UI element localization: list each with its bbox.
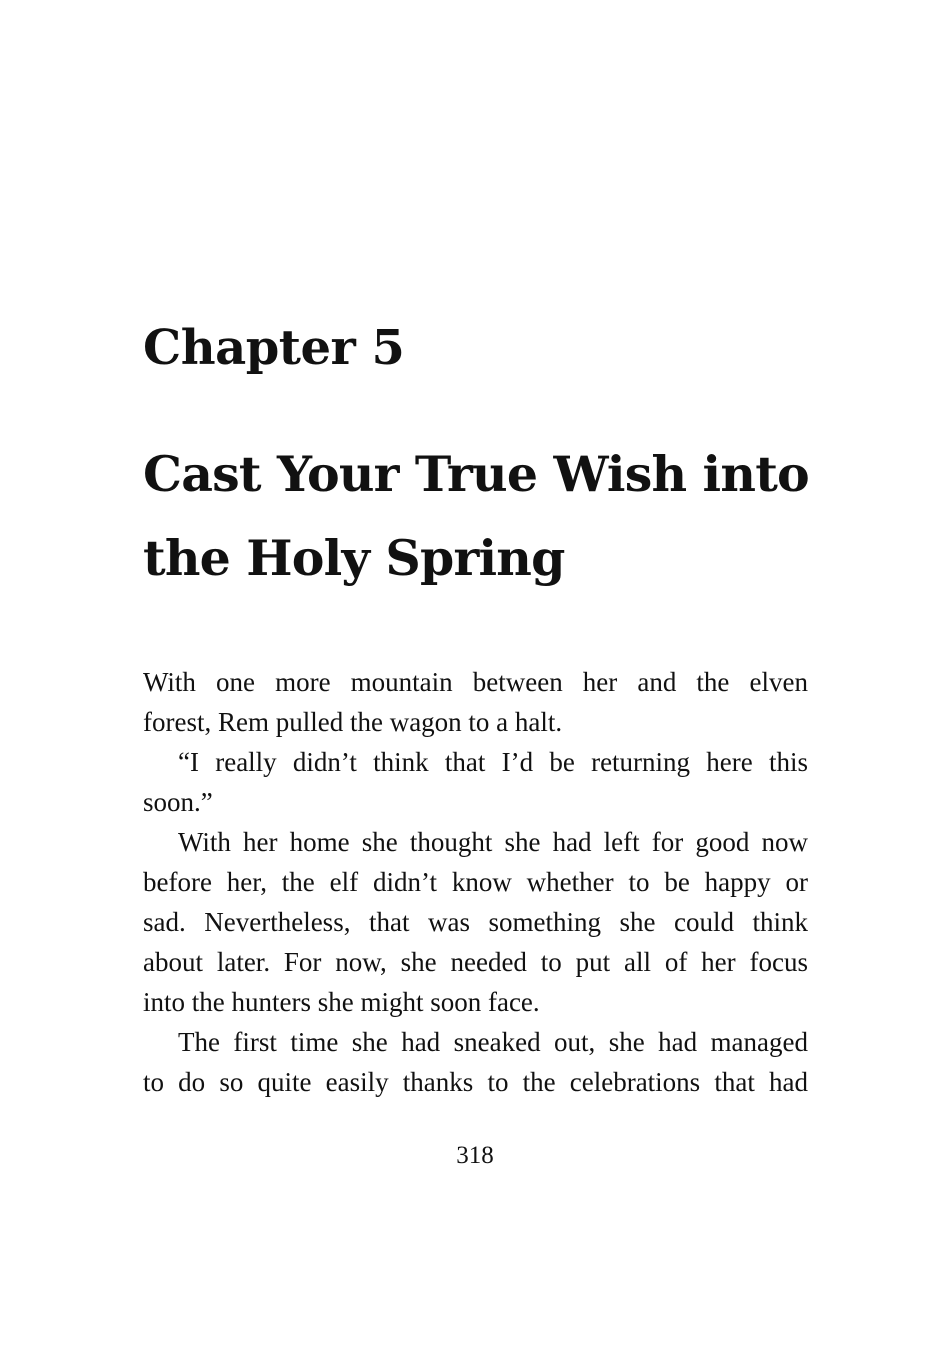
chapter-title-line: Cast Your True Wish into bbox=[143, 445, 809, 503]
body-text bbox=[143, 662, 808, 1102]
text-line: The first time she had sneaked out, she had managed bbox=[178, 1027, 808, 1057]
text-line: With her home she thought she had left for good now bbox=[178, 827, 808, 857]
text-line: sad. Nevertheless, that was something she could think bbox=[143, 907, 808, 937]
text-line: before her, the elf didn’t know whether to be happy or bbox=[143, 867, 808, 897]
text-line: into the hunters she might soon face. bbox=[143, 987, 540, 1017]
text-line: With one more mountain between her and the elven bbox=[143, 667, 808, 697]
text-line: “I really didn’t think that I’d be returning here this bbox=[178, 747, 808, 777]
text-line: soon.” bbox=[143, 787, 213, 817]
text-line: about later. For now, she needed to put all of her focus bbox=[143, 947, 808, 977]
page-number: 318 bbox=[456, 1142, 494, 1169]
chapter-title-line: the Holy Spring bbox=[143, 529, 565, 587]
chapter-number: Chapter 5 bbox=[143, 320, 405, 376]
chapter-title bbox=[143, 432, 823, 600]
text-line: forest, Rem pulled the wagon to a halt. bbox=[143, 707, 563, 737]
text-line: to do so quite easily thanks to the celebrations that had bbox=[143, 1067, 808, 1097]
